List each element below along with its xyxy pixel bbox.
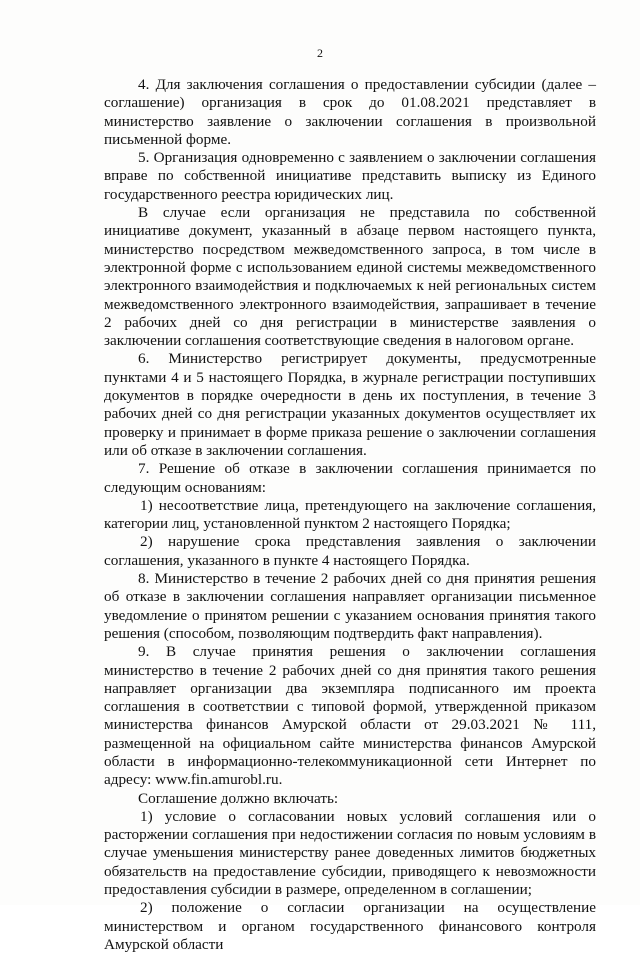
paragraph-7-refusal-grounds: 7. Решение об отказе в заключении соглашения принимается по следующим основаниям: — [104, 460, 596, 496]
paragraph-8-notification: 8. Министерство в течение 2 рабочих дней со дня принятия решения об отказе в заключении соглашения направляет организации письменное уведомление о принятом решении с указанием основания принятия такого решения (способом, позволяющим подтвердить факт направления). — [104, 570, 596, 642]
refusal-ground-1: 1) несоответствие лица, претендующего на заключение соглашения, категории лиц, установленной пунктом 2 настоящего Порядка; — [104, 496, 596, 533]
paragraph-9-agreement: 9. В случае принятия решения о заключении соглашения министерство в течение 2 рабочих дней со дня принятия такого решения направляет организации два экземпляра подписанного им проекта соглашения в соответствии с типовой формой, утвержденной приказом министерства финансов Амурской области от 29.03.2021 № 111, размещенной на официальном сайте министерства финансов Амурской области в информационно-телекоммуникационной сети Интернет по адресу: www.fin.amurobl.ru. — [104, 643, 596, 789]
agreement-condition-2: 2) положение о согласии организации на осуществление министерством и органом государственного финансового контроля Амурской области — [104, 899, 596, 953]
refusal-ground-2: 2) нарушение срока представления заявления о заключении соглашения, указанного в пункте 4 настоящего Порядка. — [104, 533, 596, 569]
paragraph-4-application: 4. Для заключения соглашения о предоставлении субсидии (далее – соглашение) организация в срок до 01.08.2021 представляет в министерство заявление о заключении соглашения в произвольной письменной форме. — [104, 76, 596, 148]
paragraph-5-interagency-request: В случае если организация не представила по собственной инициативе документ, указанный в абзаце первом настоящего пункта, министерство посредством межведомственного запроса, в том числе в электронной форме с использованием единой системы межведомственного электронного взаимодействия и подключаемых к ней региональных систем межведомственного электронного взаимодействия, запрашивает в течение 2 рабочих дней со дня регистрации в министерстве заявления о заключении соглашения соответствующие сведения в налоговом органе. — [104, 204, 596, 350]
document-body — [104, 76, 596, 954]
paragraph-5-extract: 5. Организация одновременно с заявлением о заключении соглашения вправе по собственной инициативе представить выписку из Единого государственного реестра юридических лиц. — [104, 149, 596, 203]
page-number: 2 — [317, 46, 323, 60]
paragraph-6-registration: 6. Министерство регистрирует документы, предусмотренные пунктами 4 и 5 настоящего Порядка, в журнале регистрации поступивших документов в порядке очередности в день их поступления, в течение 3 рабочих дней со дня регистрации указанных документов осуществляет их проверку и принимает в форме приказа решение о заключении соглашения или об отказе в заключении соглашения. — [104, 350, 596, 459]
agreement-condition-1: 1) условие о согласовании новых условий соглашения или о расторжении соглашения при недостижении согласия по новым условиям в случае уменьшения министерству ранее доведенных лимитов бюджетных обязательств на предоставление субсидии, приводящего к невозможности предоставления субсидии в размере, определенном в соглашении; — [104, 807, 596, 899]
agreement-contents-intro: Соглашение должно включать: — [138, 789, 339, 807]
